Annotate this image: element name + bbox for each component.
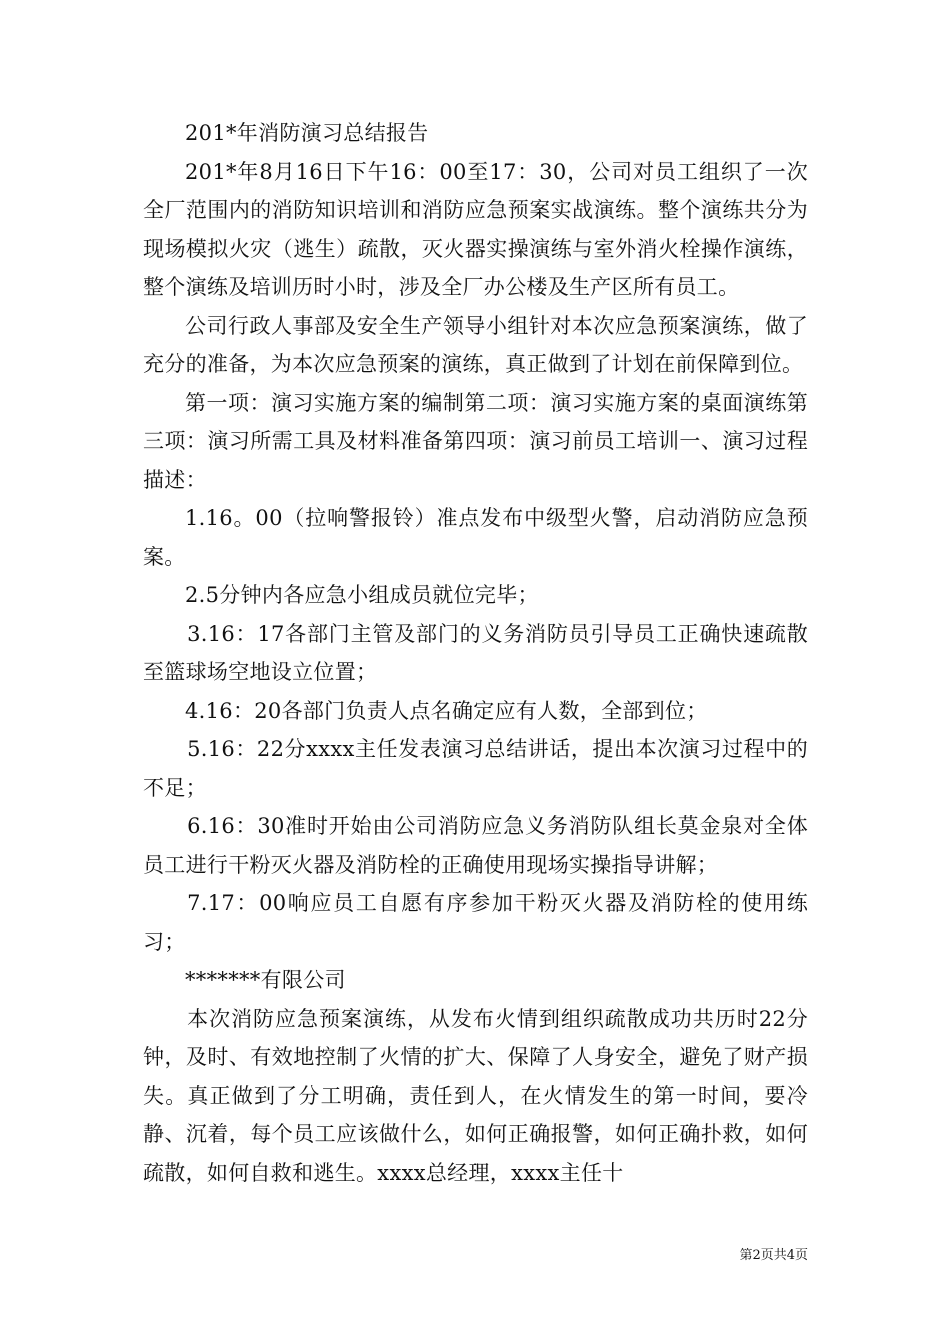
process-step-2: 2.5分钟内各应急小组成员就位完毕； xyxy=(185,583,539,607)
paragraph-preparation: 公司行政人事部及安全生产领导小组针对本次应急预案演练，做了充分的准备，为本次应急预案的演练，真正做到了计划在前保障到位。 xyxy=(143,313,808,376)
process-step-5: 5.16：22分xxxx主任发表演习总结讲话，提出本次演习过程中的不足； xyxy=(143,737,808,800)
document-body xyxy=(143,114,808,1192)
process-step-6: 6.16：30准时开始由公司消防应急义务消防队组长莫金泉对全体员工进行干粉灭火器及消防栓的正确使用现场实操指导讲解； xyxy=(143,814,808,877)
page-number: 第2页共4页 xyxy=(739,1248,808,1263)
process-step-4: 4.16：20各部门负责人点名确定应有人数，全部到位； xyxy=(185,698,708,723)
paragraph-items: 第一项：演习实施方案的编制第二项：演习实施方案的桌面演练第三项：演习所需工具及材料准备第四项：演习前员工培训一、演习过程描述： xyxy=(143,390,808,492)
document-title: 201*年消防演习总结报告 xyxy=(185,121,429,145)
process-step-1: 1.16。00（拉响警报铃）准点发布中级型火警，启动消防应急预案。 xyxy=(143,506,808,569)
paragraph-summary: 本次消防应急预案演练，从发布火情到组织疏散成功共历时22分钟，及时、有效地控制了火情的扩大、保障了人身安全，避免了财产损失。真正做到了分工明确，责任到人，在火情发生的第一时间，要冷静、沉着，每个员工应该做什么，如何正确报警，如何正确扑救，如何疏散，如何自救和逃生。xxxx总经理，xxxx主任十 xyxy=(143,1006,808,1185)
process-step-7: 7.17：00响应员工自愿有序参加干粉灭火器及消防栓的使用练习； xyxy=(143,891,808,954)
paragraph-intro: 201*年8月16日下午16：00至17：30，公司对员工组织了一次全厂范围内的消防知识培训和消防应急预案实战演练。整个演练共分为现场模拟火灾（逃生）疏散，灭火器实操演练与室外消火栓操作演练，整个演练及培训历时小时，涉及全厂办公楼及生产区所有员工。 xyxy=(143,159,808,299)
company-name: *******有限公司 xyxy=(185,968,346,992)
process-step-3: 3.16：17各部门主管及部门的义务消防员引导员工正确快速疏散至篮球场空地设立位置； xyxy=(143,621,808,684)
